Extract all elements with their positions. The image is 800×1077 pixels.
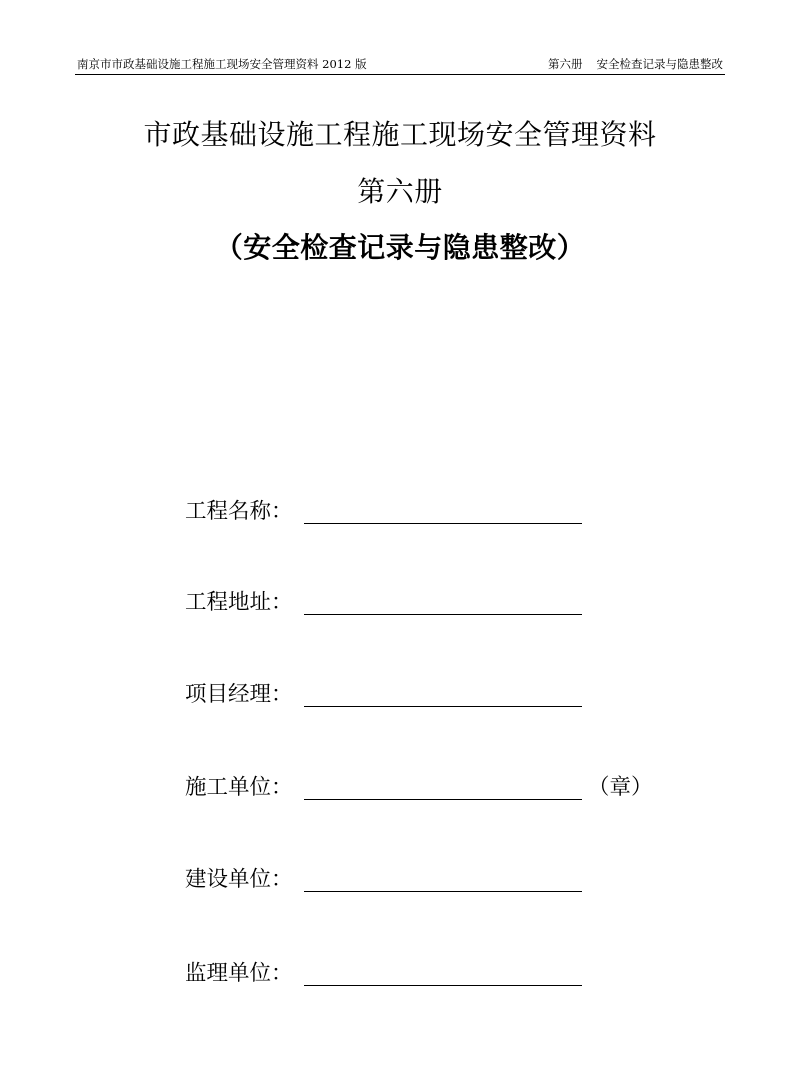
field-construction-unit-seal-note: （章） (588, 775, 653, 800)
field-construction-unit-label: 施工单位： (185, 775, 293, 800)
field-project-manager (185, 679, 685, 713)
field-supervision-unit (185, 958, 685, 992)
field-project-name (185, 496, 685, 530)
header-volume: 第六册 (548, 57, 583, 71)
field-project-name-label: 工程名称： (185, 499, 293, 524)
field-developer-unit-blank[interactable] (304, 891, 582, 892)
header-document-title: 南京市市政基础设施工程施工现场安全管理资料 2012 版 (77, 57, 367, 71)
cover-title: 市政基础设施工程施工现场安全管理资料 (143, 118, 657, 151)
field-project-manager-label: 项目经理： (185, 682, 293, 707)
field-project-address-blank[interactable] (304, 614, 582, 615)
header-section (548, 54, 723, 74)
cover-volume: 第六册 (357, 175, 443, 208)
page-header (75, 54, 725, 75)
cover-subtitle: （安全检查记录与隐患整改） (214, 231, 586, 264)
header-subject: 安全检查记录与隐患整改 (596, 57, 723, 71)
field-construction-unit (185, 772, 685, 806)
field-supervision-unit-blank[interactable] (304, 985, 582, 986)
field-developer-unit-label: 建设单位： (185, 867, 293, 892)
field-developer-unit (185, 864, 685, 898)
field-project-manager-blank[interactable] (304, 706, 582, 707)
field-project-address (185, 587, 685, 621)
field-project-address-label: 工程地址： (185, 590, 293, 615)
field-supervision-unit-label: 监理单位： (185, 961, 293, 986)
field-construction-unit-blank[interactable] (304, 799, 582, 800)
field-project-name-blank[interactable] (304, 523, 582, 524)
